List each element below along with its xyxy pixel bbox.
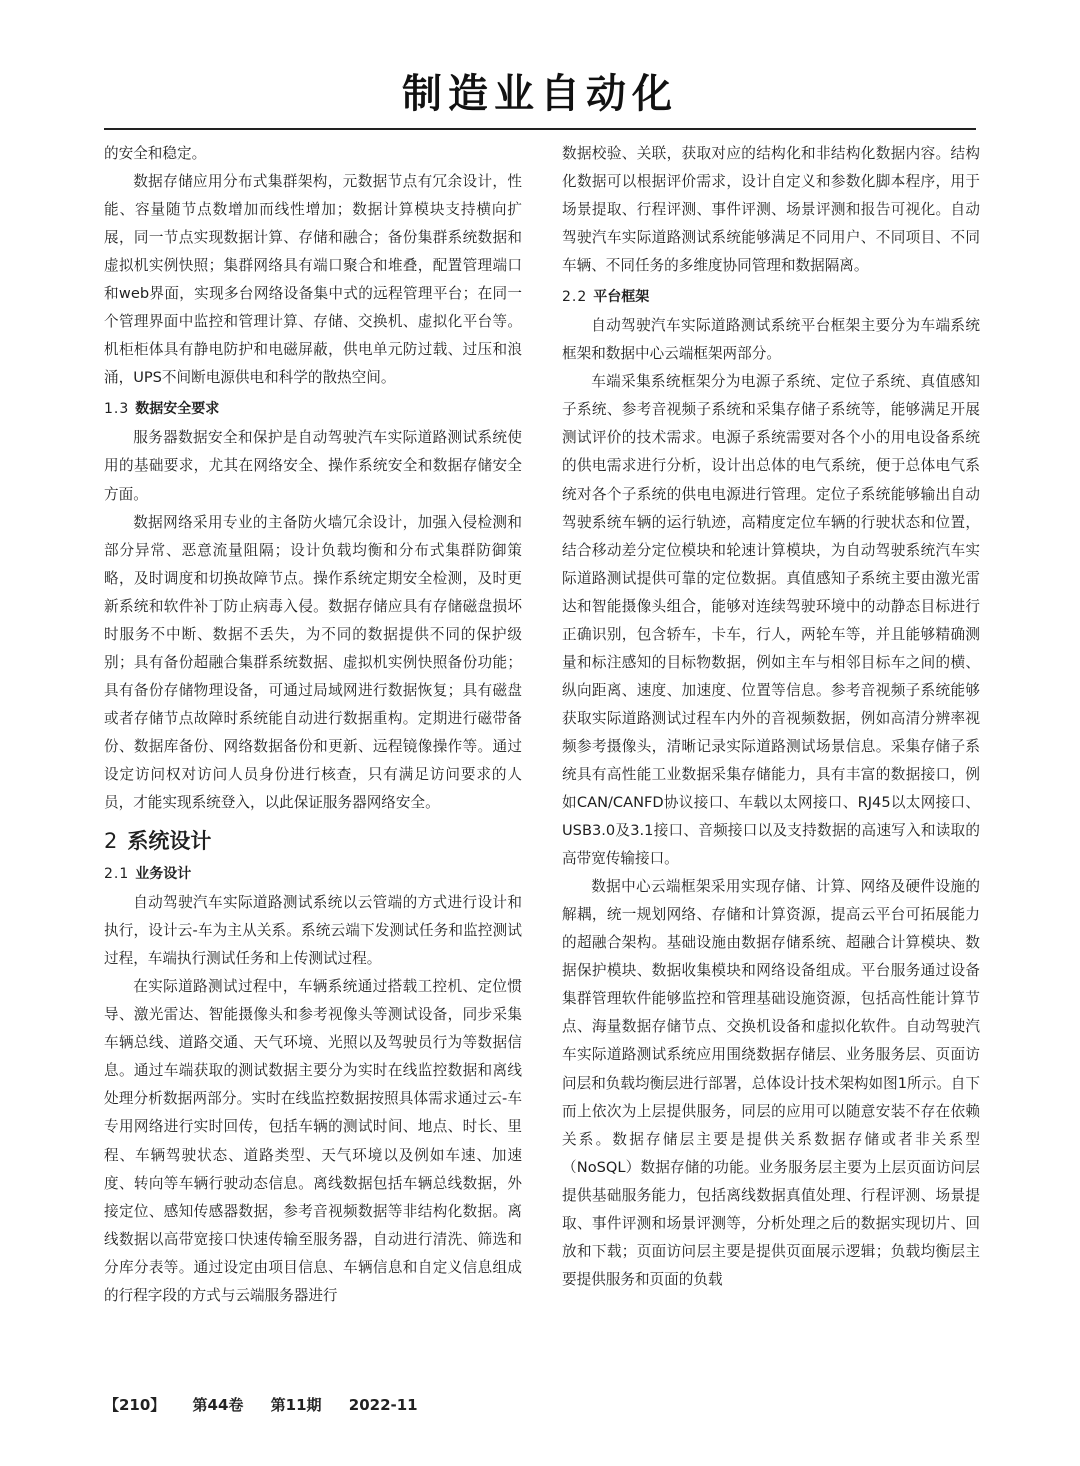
- page-number: 【210】: [104, 1396, 166, 1414]
- volume-label: 第44卷: [192, 1396, 244, 1414]
- section-number: 2.2: [562, 289, 588, 306]
- section-number: 2.1: [104, 866, 130, 883]
- chapter-title: 系统设计: [127, 829, 212, 854]
- paragraph: 数据存储应用分布式集群架构，元数据节点有冗余设计，性能、容量随节点数增加而线性增加；数据计算模块支持横向扩展，同一节点实现数据计算、存储和融合；备份集群系统数据和虚拟机实例快照；集群网络具有端口聚合和堆叠，配置管理端口和web界面，实现多台网络设备集中式的远程管理平台；在同一个管理界面中监控和管理计算、存储、交换机、虚拟化平台等。机柜柜体具有静电防护和电磁屏蔽，供电单元防过载、过压和浪涌，UPS不间断电源供电和科学的散热空间。: [104, 173, 522, 387]
- section-number: 1.3: [104, 401, 130, 418]
- chapter-heading-2: [104, 825, 522, 857]
- section-title: 数据安全要求: [135, 401, 220, 418]
- paragraph: 数据网络采用专业的主备防火墙冗余设计，加强入侵检测和部分异常、恶意流量阻隔；设计负载均衡和分布式集群防御策略，及时调度和切换故障节点。操作系统定期安全检测，及时更新系统和软件补丁防止病毒入侵。数据存储应具有存储磁盘损坏时服务不中断、数据不丢失，为不同的数据提供不同的保护级别；具有备份超融合集群系统数据、虚拟机实例快照备份功能；具有备份存储物理设备，可通过局域网进行数据恢复；具有磁盘或者存储节点故障时系统能自动进行数据重构。定期进行磁带备份、数据库备份、网络数据备份和更新、远程镜像操作等。通过设定访问权对访问人员身份进行核查，只有满足访问要求的人员，才能实现系统登入，以此保证服务器网络安全。: [104, 513, 522, 812]
- left-column: [104, 140, 522, 1310]
- paragraph: 数据中心云端框架采用实现存储、计算、网络及硬件设施的解耦，统一规划网络、存储和计算资源，提高云平台可拓展能力的超融合架构。基础设施由数据存储系统、超融合计算模块、数据保护模块、数据收集模块和网络设备组成。平台服务通过设备集群管理软件能够监控和管理基础设施资源，包括高性能计算节点、海量数据存储节点、交换机设备和虚拟化软件。自动驾驶汽车实际道路测试系统应用围绕数据存储层、业务服务层、页面访问层和负载均衡层进行部署，总体设计技术架构如图1所示。自下而上依次为上层提供服务，同层的应用可以随意安装不存在依赖关系。数据存储层主要是提供关系数据存储或者非关系型（NoSQL）数据存储的功能。业务服务层主要为上层页面访问层提供基础服务能力，包括离线数据真值处理、行程评测、场景提取、事件评测和场景评测等，分析处理之后的数据实现切片、回放和下载；页面访问层主要是提供页面展示逻辑；负载均衡层主要提供服务和页面的负载: [562, 878, 980, 1288]
- header-rule: [104, 128, 976, 130]
- paragraph: 数据校验、关联，获取对应的结构化和非结构化数据内容。结构化数据可以根据评价需求，设计自定义和参数化脚本程序，用于场景提取、行程评测、事件评测、场景评测和报告可视化。自动驾驶汽车实际道路测试系统能够满足不同用户、不同项目、不同车辆、不同任务的多维度协同管理和数据隔离。: [562, 145, 980, 275]
- paragraph: 车端采集系统框架分为电源子系统、定位子系统、真值感知子系统、参考音视频子系统和采集存储子系统等，能够满足开展测试评价的技术需求。电源子系统需要对各个小的用电设备系统的供电需求进行分析，设计出总体的电气系统，便于总体电气系统对各个子系统的供电电源进行管理。定位子系统能够输出自动驾驶系统车辆的运行轨迹，高精度定位车辆的行驶状态和位置，结合移动差分定位模块和轮速计算模块，为自动驾驶系统汽车实际道路测试提供可靠的定位数据。真值感知子系统主要由激光雷达和智能摄像头组合，能够对连续驾驶环境中的动静态目标进行正确识别，包含轿车，卡车，行人，两轮车等，并且能够精确测量和标注感知的目标物数据，例如主车与相邻目标车之间的横、纵向距离、速度、加速度、位置等信息。参考音视频子系统能够获取实际道路测试过程车内外的音视频数据，例如高清分辨率视频参考摄像头，清晰记录实际道路测试场景信息。采集存储子系统具有高性能工业数据采集存储能力，具有丰富的数据接口，例如CAN/CANFD协议接口、车载以太网接口、RJ45以太网接口、USB3.0及3.1接口、音频接口以及支持数据的高速写入和读取的高带宽传输接口。: [562, 373, 980, 868]
- issue-label: 第11期: [270, 1396, 322, 1414]
- paragraph: 服务器数据安全和保护是自动驾驶汽车实际道路测试系统使用的基础要求，尤其在网络安全、操作系统安全和数据存储安全方面。: [104, 429, 522, 503]
- page-footer: [104, 1390, 440, 1420]
- paragraph: 在实际道路测试过程中，车辆系统通过搭载工控机、定位惯导、激光雷达、智能摄像头和参考视像头等测试设备，同步采集车辆总线、道路交通、天气环境、光照以及驾驶员行为等数据信息。通过车端获取的测试数据主要分为实时在线监控数据和离线处理分析数据两部分。实时在线监控数据按照具体需求通过云-车专用网络进行实时回传，包括车辆的测试时间、地点、时长、里程、车辆驾驶状态、道路类型、天气环境以及例如车速、加速度、转向等车辆行驶动态信息。离线数据包括车辆总线数据，外接定位、感知传感器数据，参考音视频数据等非结构化数据。离线数据以高带宽接口快速传输至服务器，自动进行清洗、筛选和分库分表等。通过设定由项目信息、车辆信息和自定义信息组成的行程字段的方式与云端服务器进行: [104, 978, 522, 1304]
- paragraph: 自动驾驶汽车实际道路测试系统平台框架主要分为车端系统框架和数据中心云端框架两部分。: [562, 317, 980, 363]
- section-title: 业务设计: [135, 866, 192, 883]
- journal-masthead: 制造业自动化: [402, 70, 678, 117]
- right-column: [562, 140, 980, 1294]
- section-heading-2-2: [562, 284, 980, 310]
- paragraph: 自动驾驶汽车实际道路测试系统以云管端的方式进行设计和执行，设计云-车为主从关系。系统云端下发测试任务和监控测试过程，车端执行测试任务和上传测试过程。: [104, 894, 522, 968]
- issue-date: 2022-11: [348, 1396, 418, 1414]
- section-heading-2-1: [104, 861, 522, 887]
- section-title: 平台框架: [593, 289, 650, 306]
- section-heading-1-3: [104, 396, 522, 422]
- chapter-number: 2: [104, 829, 118, 854]
- paragraph: 的安全和稳定。: [104, 145, 207, 162]
